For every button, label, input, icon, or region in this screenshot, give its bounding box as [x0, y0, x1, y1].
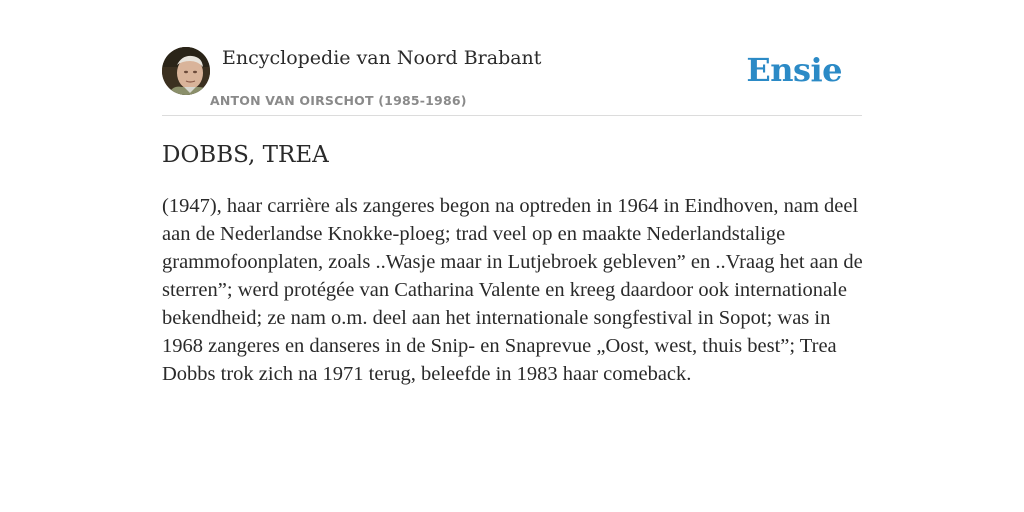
author-name[interactable]: ANTON VAN OIRSCHOT (1985-1986) [210, 93, 467, 108]
ensie-logo[interactable]: Ensie [746, 51, 842, 89]
author-portrait-icon [162, 47, 210, 95]
entry-title: DOBBS, TREA [162, 142, 329, 168]
header [162, 46, 862, 116]
entry-body: (1947), haar carrière als zangeres begon na optreden in 1964 in Eindhoven, nam deel aan de Nederlandse Knokke-ploeg; trad veel op en maakte Nederlandstalige grammofoonplaten, zoals ..Wasje maar in Lutjebroek gebleven” en ..Vraag het aan de sterren”; werd protégée van Catharina Valente en kreeg daardoor ook internationale bekendheid; ze nam o.m. deel aan het internationale songfestival in Sopot; was in 1968 zangeres en danseres in de Snip- en Snaprevue „Oost, west, thuis best”; Trea Dobbs trok zich na 1971 terug, beleefde in 1983 haar comeback. [162, 195, 863, 385]
source-title[interactable]: Encyclopedie van Noord Brabant [222, 47, 542, 69]
author-avatar[interactable] [162, 47, 210, 95]
